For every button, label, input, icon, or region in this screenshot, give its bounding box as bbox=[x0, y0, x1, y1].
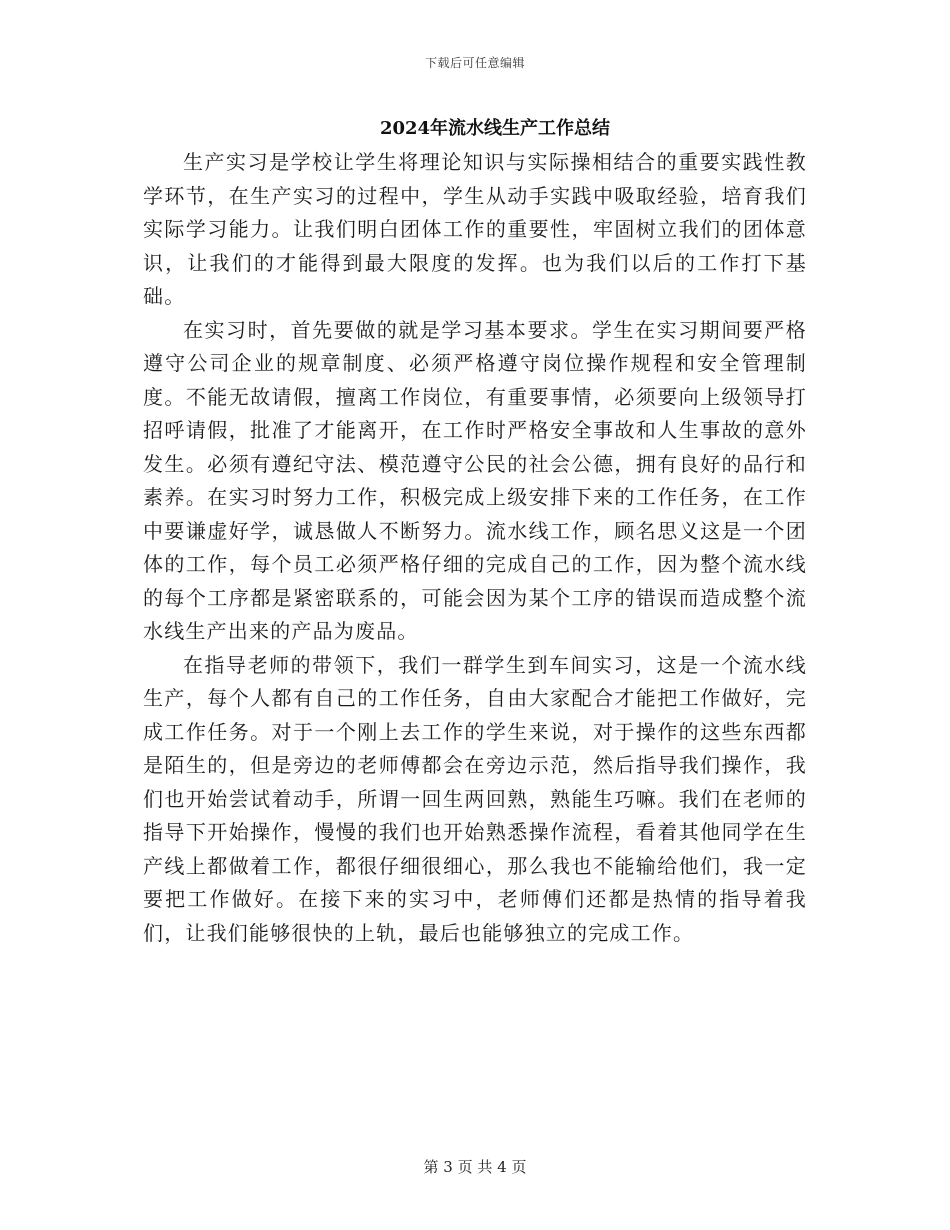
page-number-footer: 第 3 页 共 4 页 bbox=[423, 1158, 527, 1176]
document-title: 2024年流水线生产工作总结 bbox=[379, 118, 611, 139]
header-note: 下载后可任意编辑 bbox=[424, 56, 525, 70]
paragraph-2: 在实习时，首先要做的就是学习基本要求。学生在实习期间要严格遵守公司企业的规章制度、必须严格遵守岗位操作规程和安全管理制度。不能无故请假，擅离工作岗位，有重要事情，必须要向上级领导打招呼请假，批准了才能离开，在工作时严格安全事故和人生事故的意外发生。必须有遵纪守法、模范遵守公民的社会公德，拥有良好的品行和素养。在实习时努力工作，积极完成上级安排下来的工作任务，在工作中要谦虚好学，诚恳做人不断努力。流水线工作，顾名思义这是一个团体的工作，每个员工必须严格仔细的完成自己的工作，因为整个流水线的每个工序都是紧密联系的，可能会因为某个工序的错误而造成整个流水线生产出来的产品为废品。 bbox=[143, 317, 807, 643]
document-body bbox=[143, 146, 807, 950]
paragraph-1: 生产实习是学校让学生将理论知识与实际操相结合的重要实践性教学环节，在生产实习的过程中，学生从动手实践中吸取经验，培育我们实际学习能力。让我们明白团体工作的重要性，牢固树立我们的团体意识，让我们的才能得到最大限度的发挥。也为我们以后的工作打下基础。 bbox=[143, 150, 807, 308]
paragraph-3: 在指导老师的带领下，我们一群学生到车间实习，这是一个流水线生产，每个人都有自己的工作任务，自由大家配合才能把工作做好，完成工作任务。对于一个刚上去工作的学生来说，对于操作的这些东西都是陌生的，但是旁边的老师傅都会在旁边示范，然后指导我们操作，我们也开始尝试着动手，所谓一回生两回熟，熟能生巧嘛。我们在老师的指导下开始操作，慢慢的我们也开始熟悉操作流程，看着其他同学在生产线上都做着工作，都很仔细很细心，那么我也不能输给他们，我一定要把工作做好。在接下来的实习中，老师傅们还都是热情的指导着我们，让我们能够很快的上轨，最后也能够独立的完成工作。 bbox=[143, 652, 807, 945]
